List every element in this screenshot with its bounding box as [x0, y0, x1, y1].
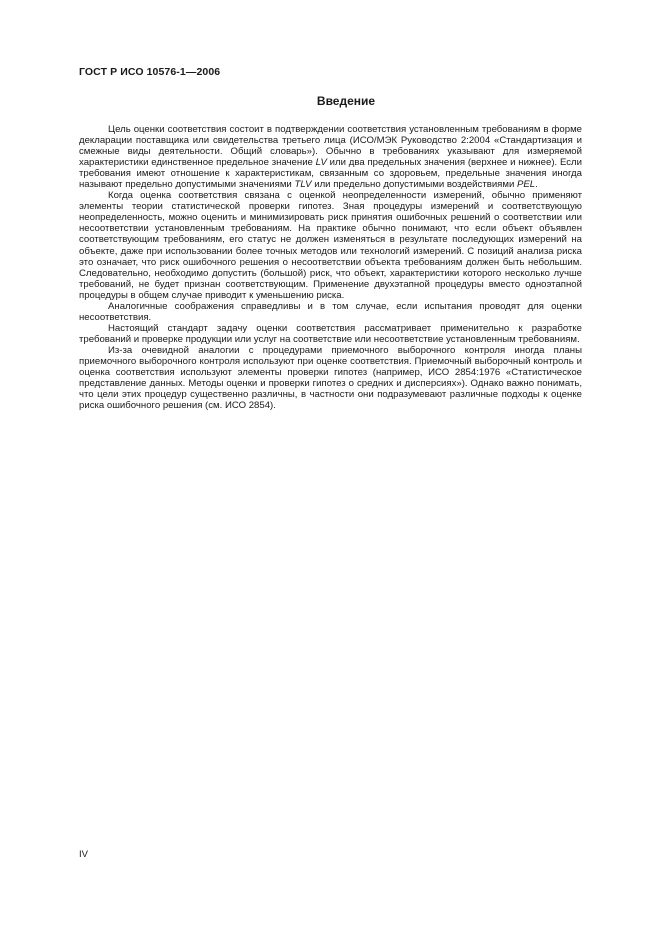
paragraph-text: Из-за очевидной аналогии с процедурами приемочного выборочного контроля иногда планы приемочного выборочного контроля используют при оценке соответствия. Приемочный выборочный контроль и оценка соответствия используют элементы проверки гипотез (например, ИСО 2854:1976 «Статистическое представление данных. Методы оценки и проверки гипотез о средних и дисперсиях»). Однако важно понимать, что цели этих процедур существенно различны, в частности они подразумевают различные подходы к оценке риска ошибочного решения (см. ИСО 2854). — [79, 344, 582, 412]
introduction-body — [79, 124, 582, 411]
paragraph-text: Когда оценка соответствия связана с оценкой неопределенности измерений, обычно применяют элементы теории статистической проверки гипотез. Зная процедуры измерений и соответствующую неопределенность, можно оценить и минимизировать риск принятия ошибочных решений о соответствии или несоответствии установленным требованиям. На практике обычно понимают, что если объект объявлен соответствующим требованиям, его статус не должен изменяться в результате последующих измерений на объекте, даже при использовании более точных методов или технологий измерений. С позиций анализа риска это означает, что риск ошибочного решения о несоответствии объекта требованиям должен быть небольшим. Следовательно, необходимо допустить (большой) риск, что объект, характеристики которого несколько лучше требований, не будет признан соответствующим. Применение двухэтапной процедуры вместо одноэтапной процедуры в общем случае приводит к уменьшению риска. — [79, 190, 582, 301]
italic-term: PEL — [517, 179, 536, 191]
paragraph — [79, 190, 582, 300]
paragraph — [79, 323, 582, 345]
paragraph — [79, 124, 582, 190]
italic-term: LV — [315, 157, 327, 169]
paragraph-text: Настоящий стандарт задачу оценки соответствия рассматривает применительно к разработке требований и проверке продукции или услуг на соответствие или несоответствие установленным требованиям. — [79, 322, 582, 345]
paragraph-text: Цель оценки соответствия состоит в подтверждении соответствия установленным требованиям в форме декларации поставщика или свидетельства третьего лица (ИСО/МЭК Руководство 2:2004 «Стандартизация и смежные виды деятельности. Общий словарь»). Обычно в требованиях указывают для измеряемой характеристики единственное предельное значение — [79, 124, 582, 169]
paragraph-text: или два предельных значения (верхнее и нижнее). Если требования имеют отношение к характеристикам, связанным со здоровьем, предельные значения иногда называют предельно допустимыми значениями — [79, 157, 583, 191]
paragraph — [79, 345, 582, 411]
standard-designation: ГОСТ Р ИСО 10576-1—2006 — [79, 66, 221, 78]
paragraph — [79, 301, 582, 323]
paragraph-text: Аналогичные соображения справедливы и в том случае, если испытания проводят для оценки несоответствия. — [79, 300, 582, 323]
italic-term: TLV — [294, 179, 312, 191]
section-title-introduction: Введение — [316, 94, 376, 108]
paragraph-text: или предельно допустимыми воздействиями — [311, 179, 517, 191]
paragraph-text: . — [535, 179, 538, 191]
page-number: IV — [79, 849, 88, 860]
